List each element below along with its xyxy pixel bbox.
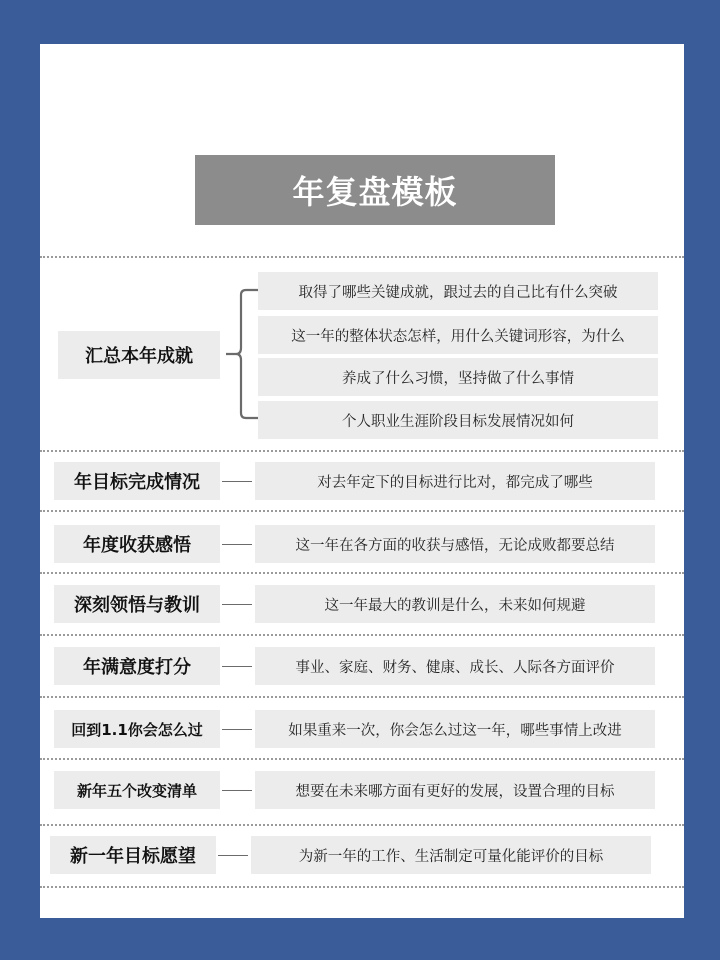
row-label: 年目标完成情况 — [54, 462, 220, 500]
row-label: 新一年目标愿望 — [50, 836, 216, 874]
row-label: 年度收获感悟 — [54, 525, 220, 563]
divider — [40, 634, 684, 636]
row-connector — [222, 604, 252, 605]
summary-item: 个人职业生涯阶段目标发展情况如何 — [258, 401, 658, 439]
summary-label: 汇总本年成就 — [58, 331, 220, 379]
divider — [40, 450, 684, 452]
row-description: 事业、家庭、财务、健康、成长、人际各方面评价 — [255, 647, 655, 685]
page-title: 年复盘模板 — [195, 155, 555, 225]
summary-item: 养成了什么习惯，坚持做了什么事情 — [258, 358, 658, 396]
divider — [40, 510, 684, 512]
row-description: 想要在未来哪方面有更好的发展，设置合理的目标 — [255, 771, 655, 809]
row-description: 为新一年的工作、生活制定可量化能评价的目标 — [251, 836, 651, 874]
divider — [40, 886, 684, 888]
row-connector — [222, 481, 252, 482]
row-description: 如果重来一次，你会怎么过这一年，哪些事情上改进 — [255, 710, 655, 748]
divider — [40, 256, 684, 258]
row-description: 这一年最大的教训是什么，未来如何规避 — [255, 585, 655, 623]
divider — [40, 824, 684, 826]
summary-item: 取得了哪些关键成就，跟过去的自己比有什么突破 — [258, 272, 658, 310]
row-connector — [222, 544, 252, 545]
row-connector — [222, 666, 252, 667]
row-description: 对去年定下的目标进行比对，都完成了哪些 — [255, 462, 655, 500]
row-label: 深刻领悟与教训 — [54, 585, 220, 623]
row-label: 回到1.1你会怎么过 — [54, 710, 220, 748]
summary-item: 这一年的整体状态怎样，用什么关键词形容，为什么 — [258, 316, 658, 354]
row-connector — [222, 790, 252, 791]
divider — [40, 758, 684, 760]
divider — [40, 572, 684, 574]
row-description: 这一年在各方面的收获与感悟，无论成败都要总结 — [255, 525, 655, 563]
row-connector — [218, 855, 248, 856]
row-connector — [222, 729, 252, 730]
row-label: 年满意度打分 — [54, 647, 220, 685]
row-label: 新年五个改变清单 — [54, 771, 220, 809]
divider — [40, 696, 684, 698]
